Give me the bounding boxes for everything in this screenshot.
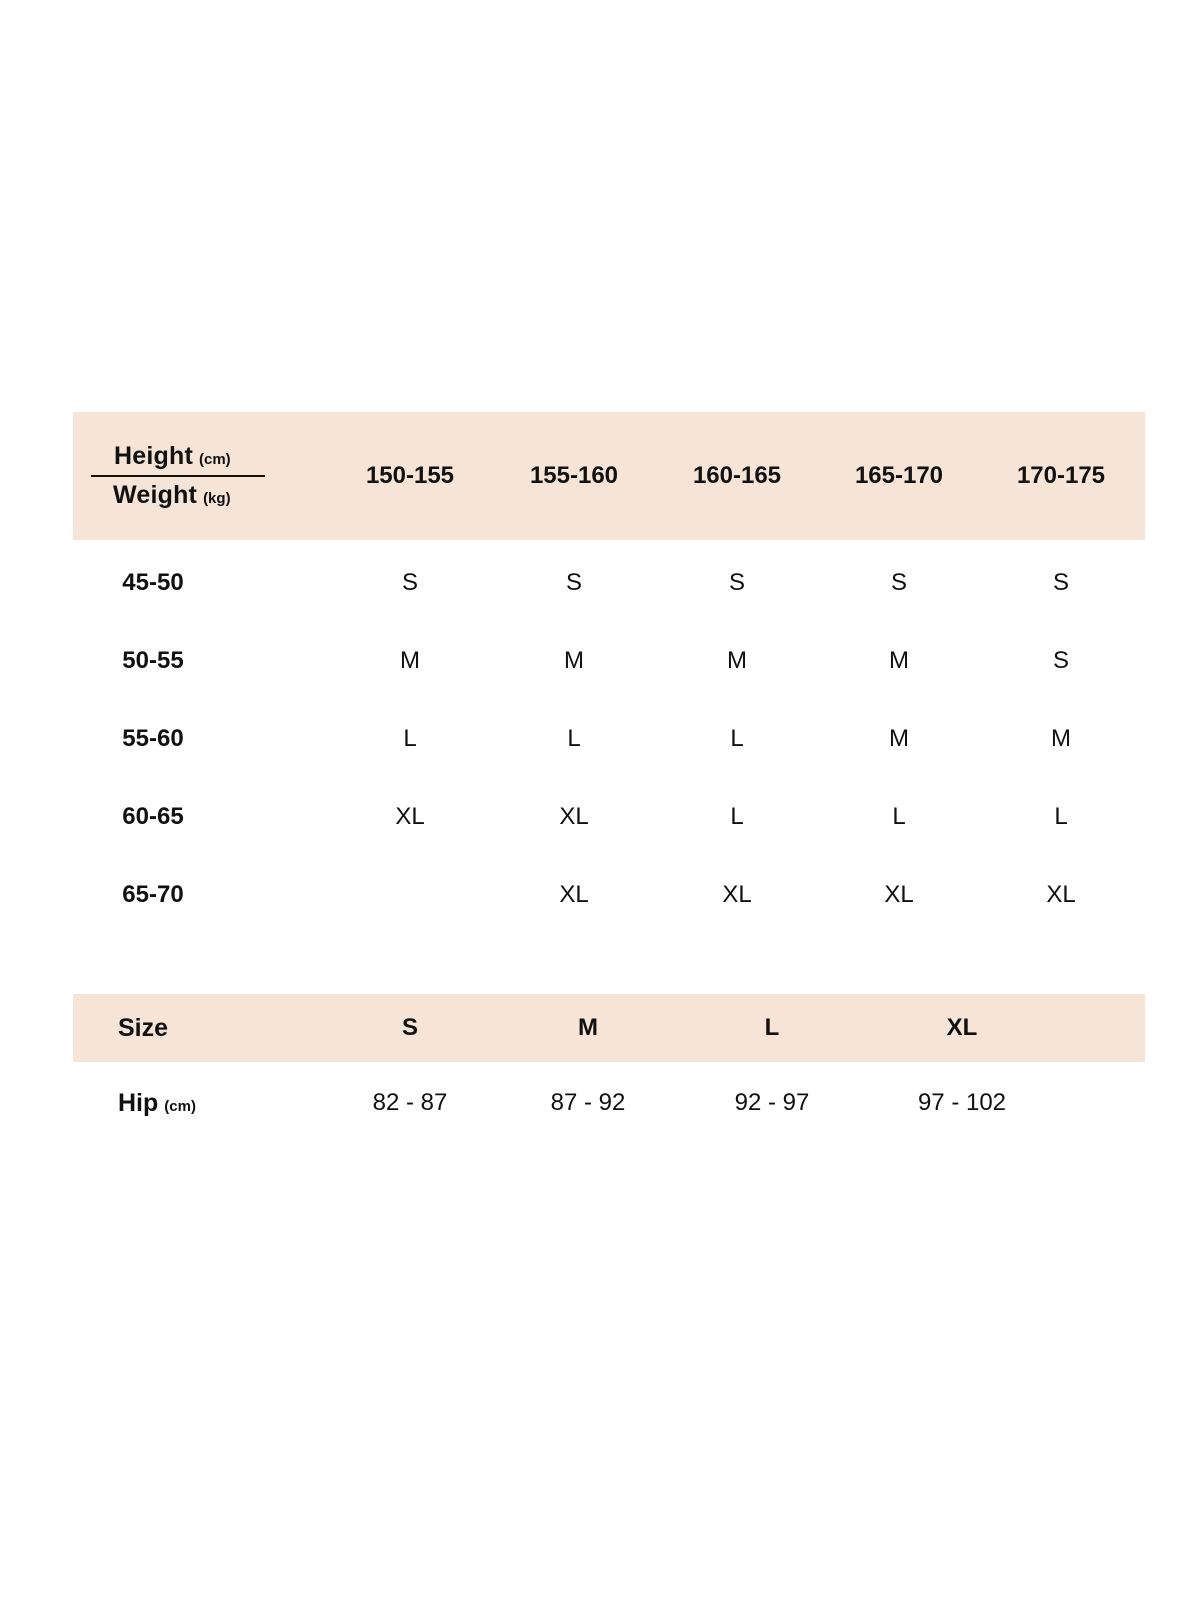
size-column-header: XL bbox=[946, 1014, 978, 1041]
size-column-header: M bbox=[578, 1014, 598, 1041]
hip-row-label bbox=[118, 1062, 196, 1148]
hip-size-table bbox=[73, 994, 1145, 1144]
size-cell bbox=[350, 856, 470, 934]
weight-row-header: 60-65 bbox=[122, 803, 184, 830]
weight-row-header: 65-70 bbox=[122, 881, 184, 908]
size-cell: L bbox=[892, 803, 906, 830]
size-column-header: S bbox=[401, 1014, 418, 1041]
size-cell: S bbox=[728, 569, 745, 596]
weight-axis-label bbox=[113, 481, 231, 510]
height-label: Height bbox=[114, 442, 193, 470]
size-cell: S bbox=[1052, 569, 1069, 596]
size-cell: XL bbox=[395, 803, 425, 830]
height-column-header: 165-170 bbox=[854, 462, 944, 489]
size-cell: L bbox=[403, 725, 417, 752]
size-cell: XL bbox=[1046, 881, 1076, 908]
table-row bbox=[73, 544, 1145, 622]
size-cell: XL bbox=[559, 803, 589, 830]
weight-row-header: 50-55 bbox=[122, 647, 184, 674]
size-cell: S bbox=[890, 569, 907, 596]
size-cell: XL bbox=[559, 881, 589, 908]
hip-range-cell: 87 - 92 bbox=[550, 1089, 626, 1116]
size-column-header: L bbox=[764, 1014, 780, 1041]
size-cell: S bbox=[565, 569, 582, 596]
hip-range-cell: 92 - 97 bbox=[734, 1089, 810, 1116]
size-cell: S bbox=[1052, 647, 1069, 674]
size-cell: M bbox=[1051, 725, 1071, 752]
size-cell: M bbox=[400, 647, 420, 674]
table-row bbox=[73, 856, 1145, 934]
weight-label: Weight bbox=[113, 481, 198, 509]
chart-body bbox=[73, 540, 1145, 934]
height-column-header: 170-175 bbox=[1016, 462, 1106, 489]
height-column-header: 160-165 bbox=[692, 462, 782, 489]
height-unit: (cm) bbox=[198, 451, 231, 468]
size-cell: L bbox=[730, 803, 744, 830]
size-cell: S bbox=[401, 569, 418, 596]
height-axis-label bbox=[114, 442, 231, 471]
size-cell: L bbox=[1054, 803, 1068, 830]
hip-range-cell: 82 - 87 bbox=[372, 1089, 448, 1116]
hip-unit: (cm) bbox=[164, 1098, 196, 1115]
chart-header-row bbox=[73, 412, 1145, 540]
size-row-label: Size bbox=[118, 1014, 169, 1042]
size-cell: M bbox=[889, 647, 909, 674]
size-cell: XL bbox=[722, 881, 752, 908]
size-cell: M bbox=[564, 647, 584, 674]
size-cell: M bbox=[889, 725, 909, 752]
weight-row-header: 55-60 bbox=[122, 725, 184, 752]
weight-row-header: 45-50 bbox=[122, 569, 184, 596]
hip-measurement-row bbox=[73, 1062, 1145, 1144]
height-column-header: 155-160 bbox=[529, 462, 619, 489]
size-cell: L bbox=[730, 725, 744, 752]
size-cell: XL bbox=[884, 881, 914, 908]
weight-unit: (kg) bbox=[203, 490, 231, 507]
hip-label: Hip bbox=[118, 1089, 159, 1117]
table-row bbox=[73, 700, 1145, 778]
height-weight-corner-label bbox=[91, 440, 265, 512]
hip-table-header-row bbox=[73, 994, 1145, 1062]
size-cell: L bbox=[567, 725, 581, 752]
height-column-header: 150-155 bbox=[365, 462, 455, 489]
corner-divider-line bbox=[91, 475, 265, 477]
table-row bbox=[73, 778, 1145, 856]
height-weight-size-chart bbox=[73, 412, 1145, 934]
hip-range-cell: 97 - 102 bbox=[917, 1089, 1007, 1116]
table-row bbox=[73, 622, 1145, 700]
size-cell: M bbox=[727, 647, 747, 674]
